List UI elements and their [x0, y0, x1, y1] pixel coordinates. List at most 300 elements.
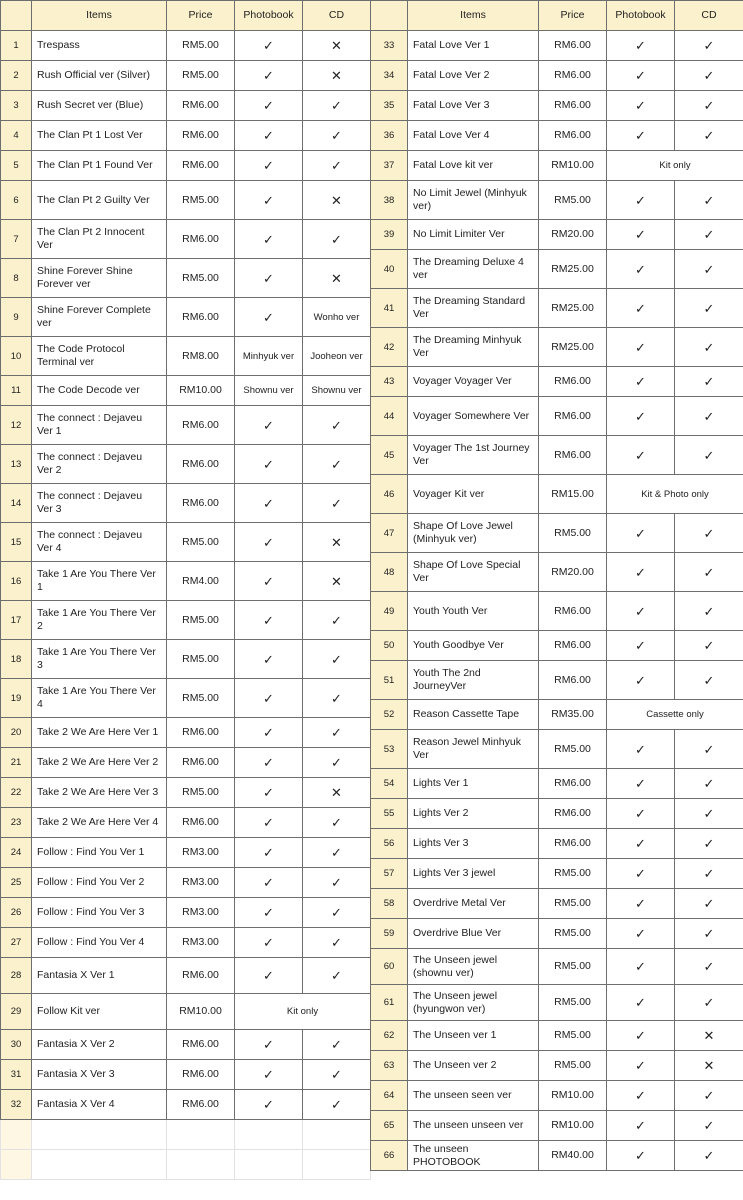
item-price: RM6.00	[167, 220, 235, 259]
price-table-left	[0, 0, 371, 1180]
item-name: The unseen seen ver	[408, 1081, 539, 1111]
photobook-check-icon: ✓	[235, 121, 303, 151]
table-row	[371, 220, 743, 250]
row-number: 65	[371, 1111, 408, 1141]
photobook-check-icon: ✓	[607, 1021, 675, 1051]
item-price: RM15.00	[539, 475, 607, 514]
item-price: RM3.00	[167, 928, 235, 958]
item-name: Reason Cassette Tape	[408, 700, 539, 730]
empty-cell	[303, 1120, 371, 1150]
availability-note: Kit & Photo only	[607, 475, 743, 514]
table-row	[371, 889, 743, 919]
item-price: RM10.00	[539, 151, 607, 181]
photobook-check-icon: ✓	[235, 151, 303, 181]
cd-cross-icon: ✕	[303, 259, 371, 298]
item-price: RM6.00	[167, 958, 235, 994]
item-price: RM10.00	[167, 376, 235, 406]
table-row	[1, 994, 371, 1030]
table-row	[371, 61, 743, 91]
photobook-note: Minhyuk ver	[235, 337, 303, 376]
item-price: RM5.00	[167, 679, 235, 718]
price-table-right	[370, 0, 743, 1171]
row-number: 51	[371, 661, 408, 700]
item-price: RM6.00	[539, 367, 607, 397]
item-price: RM3.00	[167, 898, 235, 928]
table-row	[1, 928, 371, 958]
header-row	[1, 1, 371, 31]
table-row	[371, 514, 743, 553]
cd-check-icon: ✓	[675, 859, 743, 889]
photobook-check-icon: ✓	[607, 553, 675, 592]
header-cd: CD	[303, 1, 371, 31]
table-row	[371, 769, 743, 799]
cd-check-icon: ✓	[675, 769, 743, 799]
photobook-check-icon: ✓	[235, 445, 303, 484]
photobook-check-icon: ✓	[235, 808, 303, 838]
cd-check-icon: ✓	[675, 514, 743, 553]
table-row	[371, 397, 743, 436]
row-number: 5	[1, 151, 32, 181]
cd-cross-icon: ✕	[303, 61, 371, 91]
item-name: Overdrive Metal Ver	[408, 889, 539, 919]
row-number: 53	[371, 730, 408, 769]
cd-check-icon: ✓	[303, 868, 371, 898]
photobook-check-icon: ✓	[607, 121, 675, 151]
row-number: 50	[371, 631, 408, 661]
row-number: 63	[371, 1051, 408, 1081]
row-number: 21	[1, 748, 32, 778]
item-name: The Dreaming Minhyuk Ver	[408, 328, 539, 367]
item-name: Voyager Voyager Ver	[408, 367, 539, 397]
row-number: 11	[1, 376, 32, 406]
table-row	[1, 748, 371, 778]
photobook-check-icon: ✓	[607, 514, 675, 553]
table-row	[371, 1111, 743, 1141]
cd-check-icon: ✓	[675, 31, 743, 61]
photobook-check-icon: ✓	[607, 328, 675, 367]
row-number: 57	[371, 859, 408, 889]
row-number: 43	[371, 367, 408, 397]
row-number: 16	[1, 562, 32, 601]
item-name: Fatal Love Ver 2	[408, 61, 539, 91]
table-row	[1, 151, 371, 181]
photobook-check-icon: ✓	[235, 61, 303, 91]
photobook-check-icon: ✓	[607, 181, 675, 220]
cd-check-icon: ✓	[675, 328, 743, 367]
availability-note: Cassette only	[607, 700, 743, 730]
cd-cross-icon: ✕	[675, 1021, 743, 1051]
item-price: RM10.00	[167, 994, 235, 1030]
item-name: Take 2 We Are Here Ver 4	[32, 808, 167, 838]
cd-check-icon: ✓	[303, 808, 371, 838]
item-name: The connect : Dejaveu Ver 3	[32, 484, 167, 523]
table-row	[371, 1051, 743, 1081]
row-number: 31	[1, 1060, 32, 1090]
header-photobook: Photobook	[235, 1, 303, 31]
table-row	[371, 151, 743, 181]
table-row	[371, 919, 743, 949]
row-number: 34	[371, 61, 408, 91]
item-price: RM25.00	[539, 289, 607, 328]
table-row	[1, 406, 371, 445]
photobook-check-icon: ✓	[607, 289, 675, 328]
photobook-check-icon: ✓	[235, 679, 303, 718]
item-price: RM25.00	[539, 328, 607, 367]
photobook-check-icon: ✓	[235, 1060, 303, 1090]
item-price: RM6.00	[539, 829, 607, 859]
item-price: RM6.00	[167, 748, 235, 778]
table-row	[1, 376, 371, 406]
item-price: RM5.00	[167, 181, 235, 220]
item-price: RM40.00	[539, 1141, 607, 1171]
cd-check-icon: ✓	[675, 1141, 743, 1171]
row-number: 56	[371, 829, 408, 859]
table-row	[1, 778, 371, 808]
table-row	[1, 838, 371, 868]
cd-check-icon: ✓	[675, 91, 743, 121]
table-row	[371, 985, 743, 1021]
cd-cross-icon: ✕	[303, 778, 371, 808]
photobook-check-icon: ✓	[607, 919, 675, 949]
item-name: Reason Jewel Minhyuk Ver	[408, 730, 539, 769]
photobook-check-icon: ✓	[235, 640, 303, 679]
cd-check-icon: ✓	[303, 406, 371, 445]
cd-check-icon: ✓	[675, 553, 743, 592]
item-name: Fantasia X Ver 2	[32, 1030, 167, 1060]
item-price: RM5.00	[539, 889, 607, 919]
photobook-check-icon: ✓	[607, 1141, 675, 1171]
item-price: RM10.00	[539, 1081, 607, 1111]
cd-check-icon: ✓	[303, 679, 371, 718]
item-name: The unseen unseen ver	[408, 1111, 539, 1141]
item-price: RM5.00	[167, 61, 235, 91]
photobook-check-icon: ✓	[235, 958, 303, 994]
item-name: Shape Of Love Jewel (Minhyuk ver)	[408, 514, 539, 553]
photobook-check-icon: ✓	[235, 562, 303, 601]
item-name: Fantasia X Ver 1	[32, 958, 167, 994]
item-name: Lights Ver 3 jewel	[408, 859, 539, 889]
photobook-check-icon: ✓	[607, 631, 675, 661]
item-price: RM8.00	[167, 337, 235, 376]
table-row	[1, 718, 371, 748]
item-name: Rush Official ver (Silver)	[32, 61, 167, 91]
row-number: 17	[1, 601, 32, 640]
availability-note: Kit only	[235, 994, 371, 1030]
cd-check-icon: ✓	[675, 367, 743, 397]
photobook-check-icon: ✓	[235, 868, 303, 898]
table-row	[1, 445, 371, 484]
table-row	[1, 220, 371, 259]
cd-check-icon: ✓	[675, 829, 743, 859]
table-row	[1, 1030, 371, 1060]
item-price: RM5.00	[539, 949, 607, 985]
photobook-check-icon: ✓	[607, 61, 675, 91]
row-number: 55	[371, 799, 408, 829]
cd-cross-icon: ✕	[303, 562, 371, 601]
item-price: RM6.00	[539, 31, 607, 61]
item-name: Fantasia X Ver 4	[32, 1090, 167, 1120]
table-row	[1, 259, 371, 298]
table-row	[1, 337, 371, 376]
header-photobook: Photobook	[607, 1, 675, 31]
row-number: 61	[371, 985, 408, 1021]
row-number: 37	[371, 151, 408, 181]
row-number: 9	[1, 298, 32, 337]
row-number: 29	[1, 994, 32, 1030]
row-number: 13	[1, 445, 32, 484]
item-name: No Limit Limiter Ver	[408, 220, 539, 250]
cd-check-icon: ✓	[675, 661, 743, 700]
photobook-check-icon: ✓	[235, 601, 303, 640]
cd-check-icon: ✓	[303, 1030, 371, 1060]
row-number: 15	[1, 523, 32, 562]
header-price: Price	[539, 1, 607, 31]
item-name: No Limit Jewel (Minhyuk ver)	[408, 181, 539, 220]
item-price: RM10.00	[539, 1111, 607, 1141]
cd-check-icon: ✓	[303, 748, 371, 778]
empty-cell	[167, 1150, 235, 1180]
item-price: RM5.00	[167, 31, 235, 61]
item-name: Lights Ver 1	[408, 769, 539, 799]
table-row	[371, 631, 743, 661]
item-name: Follow : Find You Ver 3	[32, 898, 167, 928]
item-name: Fatal Love kit ver	[408, 151, 539, 181]
item-name: Youth Youth Ver	[408, 592, 539, 631]
row-number: 22	[1, 778, 32, 808]
item-price: RM5.00	[539, 859, 607, 889]
photobook-check-icon: ✓	[607, 436, 675, 475]
empty-cell	[235, 1150, 303, 1180]
cd-check-icon: ✓	[675, 799, 743, 829]
item-name: Take 2 We Are Here Ver 2	[32, 748, 167, 778]
item-name: The Clan Pt 1 Lost Ver	[32, 121, 167, 151]
photobook-check-icon: ✓	[607, 1081, 675, 1111]
item-price: RM5.00	[167, 601, 235, 640]
item-price: RM6.00	[167, 1090, 235, 1120]
item-price: RM6.00	[539, 397, 607, 436]
photobook-check-icon: ✓	[607, 91, 675, 121]
item-price: RM3.00	[167, 868, 235, 898]
cd-check-icon: ✓	[675, 919, 743, 949]
item-name: Youth Goodbye Ver	[408, 631, 539, 661]
item-name: Youth The 2nd JourneyVer	[408, 661, 539, 700]
cd-check-icon: ✓	[675, 631, 743, 661]
cd-check-icon: ✓	[675, 289, 743, 328]
table-row	[1, 181, 371, 220]
item-name: Lights Ver 3	[408, 829, 539, 859]
item-price: RM6.00	[167, 151, 235, 181]
row-number: 23	[1, 808, 32, 838]
item-name: Fantasia X Ver 3	[32, 1060, 167, 1090]
table-row	[1, 1090, 371, 1120]
row-number: 44	[371, 397, 408, 436]
table-row	[371, 328, 743, 367]
item-name: The connect : Dejaveu Ver 2	[32, 445, 167, 484]
photobook-check-icon: ✓	[235, 220, 303, 259]
item-name: Voyager Kit ver	[408, 475, 539, 514]
item-name: The Dreaming Deluxe 4 ver	[408, 250, 539, 289]
table-row	[1, 31, 371, 61]
item-name: Lights Ver 2	[408, 799, 539, 829]
table-row	[371, 1081, 743, 1111]
item-name: Take 2 We Are Here Ver 3	[32, 778, 167, 808]
row-number: 52	[371, 700, 408, 730]
photobook-check-icon: ✓	[235, 778, 303, 808]
photobook-check-icon: ✓	[607, 859, 675, 889]
photobook-check-icon: ✓	[235, 748, 303, 778]
row-number: 12	[1, 406, 32, 445]
empty-cell	[303, 1150, 371, 1180]
photobook-check-icon: ✓	[607, 829, 675, 859]
photobook-check-icon: ✓	[607, 985, 675, 1021]
item-price: RM6.00	[167, 298, 235, 337]
row-number: 41	[371, 289, 408, 328]
photobook-check-icon: ✓	[235, 838, 303, 868]
cd-check-icon: ✓	[675, 1081, 743, 1111]
table-row	[1, 958, 371, 994]
item-name: Take 1 Are You There Ver 3	[32, 640, 167, 679]
row-number: 26	[1, 898, 32, 928]
empty-cell	[1, 1120, 32, 1150]
table-row	[1, 484, 371, 523]
photobook-check-icon: ✓	[235, 91, 303, 121]
item-name: The Unseen ver 1	[408, 1021, 539, 1051]
item-price: RM5.00	[539, 730, 607, 769]
item-price: RM6.00	[167, 484, 235, 523]
empty-cell	[167, 1120, 235, 1150]
cd-check-icon: ✓	[303, 718, 371, 748]
row-number: 8	[1, 259, 32, 298]
empty-row	[1, 1150, 371, 1180]
item-name: Fatal Love Ver 3	[408, 91, 539, 121]
cd-check-icon: ✓	[303, 151, 371, 181]
cd-check-icon: ✓	[303, 91, 371, 121]
table-row	[1, 562, 371, 601]
table-row	[371, 661, 743, 700]
photobook-check-icon: ✓	[235, 298, 303, 337]
item-name: The Code Decode ver	[32, 376, 167, 406]
item-price: RM3.00	[167, 838, 235, 868]
table-row	[371, 475, 743, 514]
item-name: Follow : Find You Ver 1	[32, 838, 167, 868]
empty-row	[1, 1120, 371, 1150]
item-price: RM6.00	[167, 1060, 235, 1090]
cd-note: Shownu ver	[303, 376, 371, 406]
photobook-check-icon: ✓	[607, 799, 675, 829]
photobook-check-icon: ✓	[235, 718, 303, 748]
cd-cross-icon: ✕	[303, 523, 371, 562]
cd-check-icon: ✓	[303, 484, 371, 523]
item-name: The connect : Dejaveu Ver 4	[32, 523, 167, 562]
cd-check-icon: ✓	[303, 838, 371, 868]
table-row	[1, 91, 371, 121]
header-number	[1, 1, 32, 31]
item-price: RM5.00	[167, 259, 235, 298]
photobook-check-icon: ✓	[607, 250, 675, 289]
photobook-check-icon: ✓	[607, 397, 675, 436]
table-row	[1, 679, 371, 718]
row-number: 54	[371, 769, 408, 799]
item-price: RM5.00	[539, 919, 607, 949]
item-name: Shine Forever Shine Forever ver	[32, 259, 167, 298]
item-name: Overdrive Blue Ver	[408, 919, 539, 949]
photobook-check-icon: ✓	[607, 661, 675, 700]
row-number: 60	[371, 949, 408, 985]
item-price: RM6.00	[167, 91, 235, 121]
row-number: 30	[1, 1030, 32, 1060]
header-items: Items	[32, 1, 167, 31]
item-name: Fatal Love Ver 1	[408, 31, 539, 61]
photobook-check-icon: ✓	[607, 592, 675, 631]
table-row	[371, 592, 743, 631]
item-name: Rush Secret ver (Blue)	[32, 91, 167, 121]
item-name: Shine Forever Complete ver	[32, 298, 167, 337]
table-row	[371, 367, 743, 397]
item-price: RM35.00	[539, 700, 607, 730]
row-number: 10	[1, 337, 32, 376]
item-price: RM6.00	[167, 1030, 235, 1060]
empty-cell	[235, 1120, 303, 1150]
cd-check-icon: ✓	[303, 601, 371, 640]
cd-check-icon: ✓	[675, 592, 743, 631]
availability-note: Kit only	[607, 151, 743, 181]
table-row	[371, 730, 743, 769]
photobook-check-icon: ✓	[607, 1111, 675, 1141]
item-price: RM5.00	[539, 985, 607, 1021]
empty-cell	[32, 1150, 167, 1180]
table-row	[1, 640, 371, 679]
cd-check-icon: ✓	[303, 958, 371, 994]
row-number: 28	[1, 958, 32, 994]
header-number	[371, 1, 408, 31]
header-cd: CD	[675, 1, 743, 31]
item-name: Shape Of Love Special Ver	[408, 553, 539, 592]
photobook-check-icon: ✓	[235, 181, 303, 220]
item-price: RM5.00	[539, 1051, 607, 1081]
row-number: 25	[1, 868, 32, 898]
item-name: The Unseen jewel (shownu ver)	[408, 949, 539, 985]
item-price: RM6.00	[539, 91, 607, 121]
row-number: 35	[371, 91, 408, 121]
table-row	[371, 121, 743, 151]
row-number: 39	[371, 220, 408, 250]
item-name: Take 2 We Are Here Ver 1	[32, 718, 167, 748]
item-price: RM6.00	[539, 592, 607, 631]
photobook-check-icon: ✓	[235, 259, 303, 298]
item-name: Take 1 Are You There Ver 4	[32, 679, 167, 718]
table-row	[1, 298, 371, 337]
item-price: RM6.00	[539, 61, 607, 91]
item-name: The Unseen ver 2	[408, 1051, 539, 1081]
row-number: 49	[371, 592, 408, 631]
table-row	[371, 250, 743, 289]
item-price: RM5.00	[167, 640, 235, 679]
item-name: Voyager Somewhere Ver	[408, 397, 539, 436]
table-row	[371, 91, 743, 121]
cd-check-icon: ✓	[303, 1060, 371, 1090]
item-price: RM20.00	[539, 553, 607, 592]
item-price: RM4.00	[167, 562, 235, 601]
item-name: The Clan Pt 2 Innocent Ver	[32, 220, 167, 259]
cd-cross-icon: ✕	[303, 31, 371, 61]
row-number: 3	[1, 91, 32, 121]
row-number: 58	[371, 889, 408, 919]
item-name: The connect : Dejaveu Ver 1	[32, 406, 167, 445]
table-row	[371, 1141, 743, 1171]
item-name: Follow Kit ver	[32, 994, 167, 1030]
row-number: 66	[371, 1141, 408, 1171]
row-number: 27	[1, 928, 32, 958]
